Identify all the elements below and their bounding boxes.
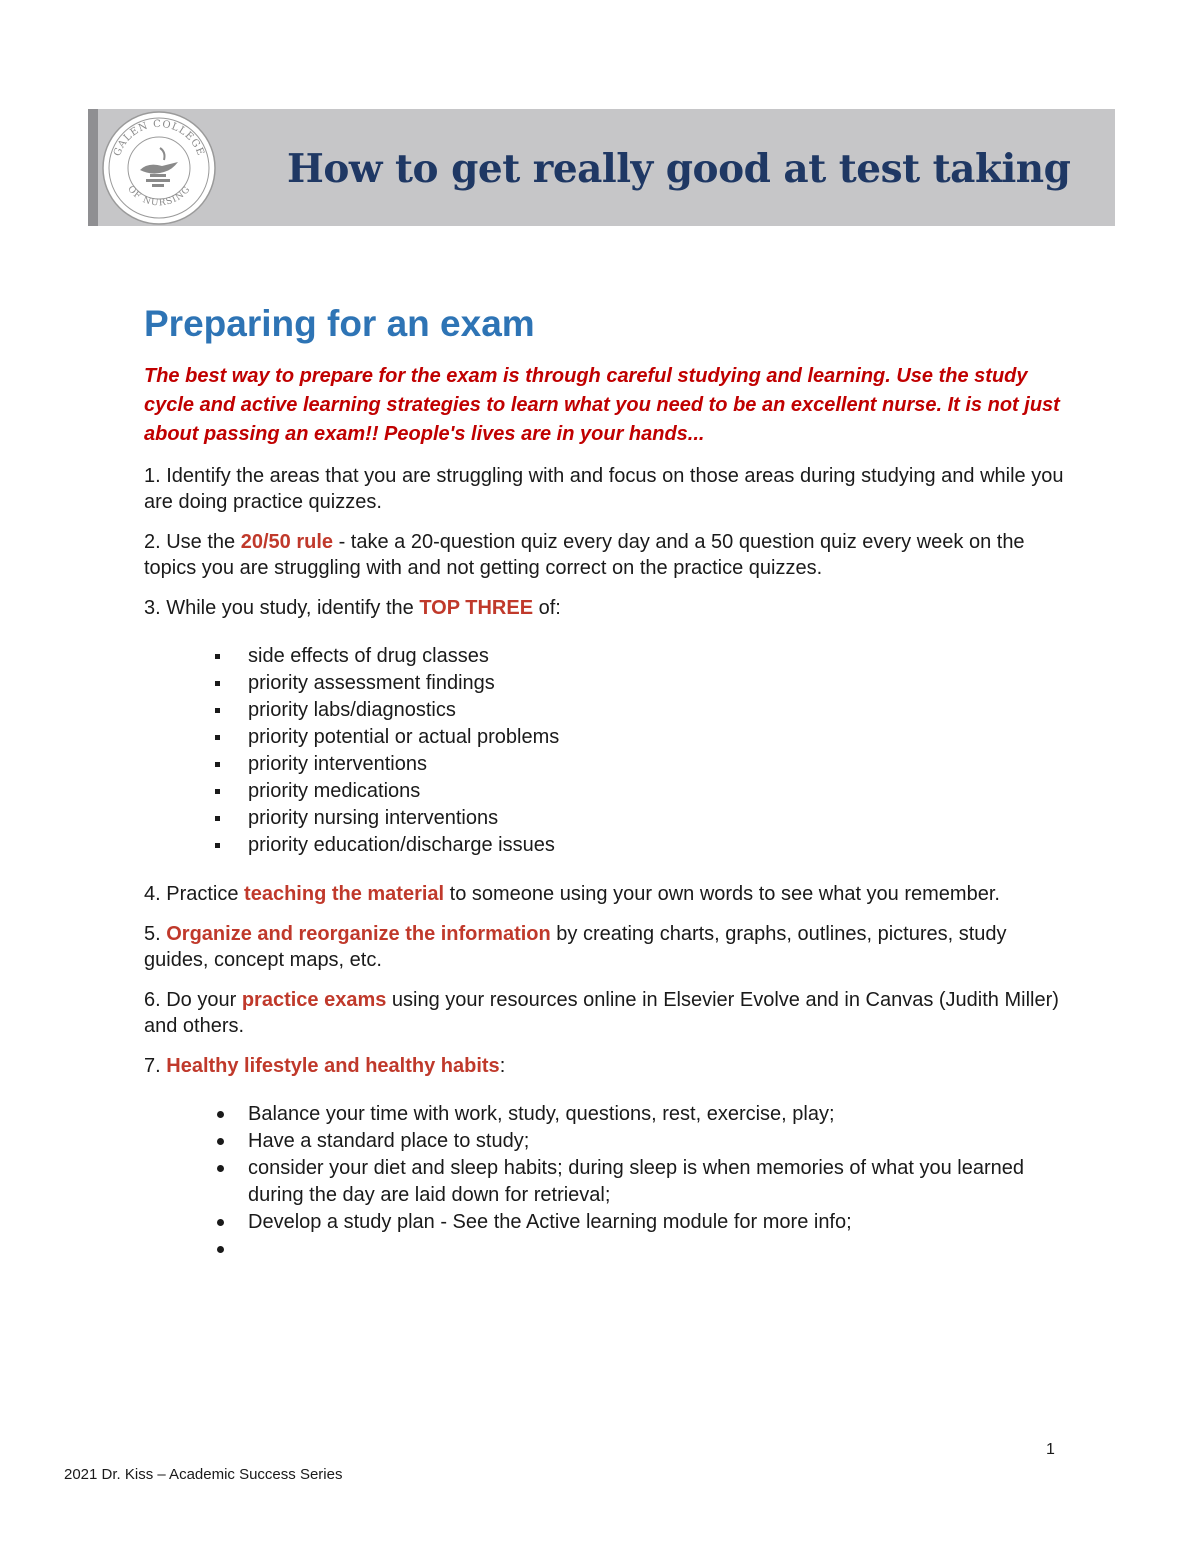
- tip-6-prefix: 6. Do your: [144, 989, 242, 1011]
- list-item: priority potential or actual problems: [248, 724, 1074, 751]
- tip-7-body: :: [499, 1055, 506, 1077]
- tip-1: 1. Identify the areas that you are struggling with and focus on those areas during studying and while you are doing practice quizzes.: [144, 465, 1064, 513]
- tip-7-prefix: 7.: [144, 1055, 167, 1077]
- tip-3-prefix: 3. While you study, identify the: [144, 597, 420, 619]
- list-item: priority education/discharge issues: [248, 832, 1074, 859]
- college-seal-logo: [100, 104, 218, 228]
- list-item: Have a standard place to study;: [248, 1128, 1074, 1155]
- list-item: [248, 1236, 1074, 1263]
- list-item: side effects of drug classes: [248, 643, 1074, 670]
- top-three-list: [144, 643, 1074, 859]
- tip-4-body: to someone using your own words to see what you remember.: [444, 883, 1000, 905]
- banner-accent: [88, 109, 98, 226]
- list-item: Balance your time with work, study, questions, rest, exercise, play;: [248, 1101, 1074, 1128]
- tip-6-body: using your resources online in Elsevier Evolve and in Canvas (Judith Miller) and others.: [144, 989, 1059, 1037]
- tip-2-prefix: 2. Use the: [144, 531, 241, 553]
- list-item: consider your diet and sleep habits; during sleep is when memories of what you learned during the day are laid down for retrieval;: [248, 1155, 1074, 1209]
- list-item: priority interventions: [248, 751, 1074, 778]
- list-item: priority assessment findings: [248, 670, 1074, 697]
- tip-7-emphasis: Healthy lifestyle and healthy habits: [166, 1055, 500, 1077]
- main-content: [144, 300, 1074, 1263]
- intro-paragraph: The best way to prepare for the exam is through careful studying and learning. Use the study cycle and active learning strategies to learn what you need to be an excellent nurse. It is not just about passing an exam!! People's lives are in your hands...: [144, 365, 1060, 445]
- tip-3: [144, 595, 1074, 621]
- list-item: priority labs/diagnostics: [248, 697, 1074, 724]
- document-title: How to get really good at test taking: [287, 146, 1071, 192]
- tip-5-body: by creating charts, graphs, outlines, pictures, study guides, concept maps, etc.: [144, 923, 1007, 971]
- tip-3-emphasis: TOP THREE: [419, 597, 534, 619]
- tip-2: [144, 529, 1074, 581]
- svg-text:GALEN COLLEGE: GALEN COLLEGE: [111, 118, 207, 158]
- list-item: priority medications: [248, 778, 1074, 805]
- section-heading: Preparing for an exam: [144, 303, 535, 344]
- tip-2-body: - take a 20-question quiz every day and a 50 question quiz every week on the topics you are struggling with and not getting correct on the practice quizzes.: [144, 531, 1025, 579]
- tip-6-emphasis: practice exams: [241, 989, 387, 1011]
- svg-text:OF NURSING: OF NURSING: [125, 184, 193, 209]
- tip-3-body: of:: [533, 597, 561, 619]
- tip-2-emphasis: 20/50 rule: [240, 531, 334, 553]
- footer-text: 2021 Dr. Kiss – Academic Success Series: [64, 1466, 343, 1483]
- tip-5-prefix: 5.: [144, 923, 167, 945]
- tip-4-prefix: 4. Practice: [144, 883, 245, 905]
- tip-5-emphasis: Organize and reorganize the information: [166, 923, 551, 945]
- tip-4-emphasis: teaching the material: [244, 883, 445, 905]
- list-item: Develop a study plan - See the Active learning module for more info;: [248, 1209, 1074, 1236]
- tip-5: [144, 921, 1074, 973]
- tip-4: [144, 881, 1074, 907]
- tip-6: [144, 987, 1074, 1039]
- habits-list: [144, 1101, 1074, 1263]
- tip-7: [144, 1053, 1074, 1079]
- list-item: priority nursing interventions: [248, 805, 1074, 832]
- page-number: 1: [1046, 1441, 1055, 1458]
